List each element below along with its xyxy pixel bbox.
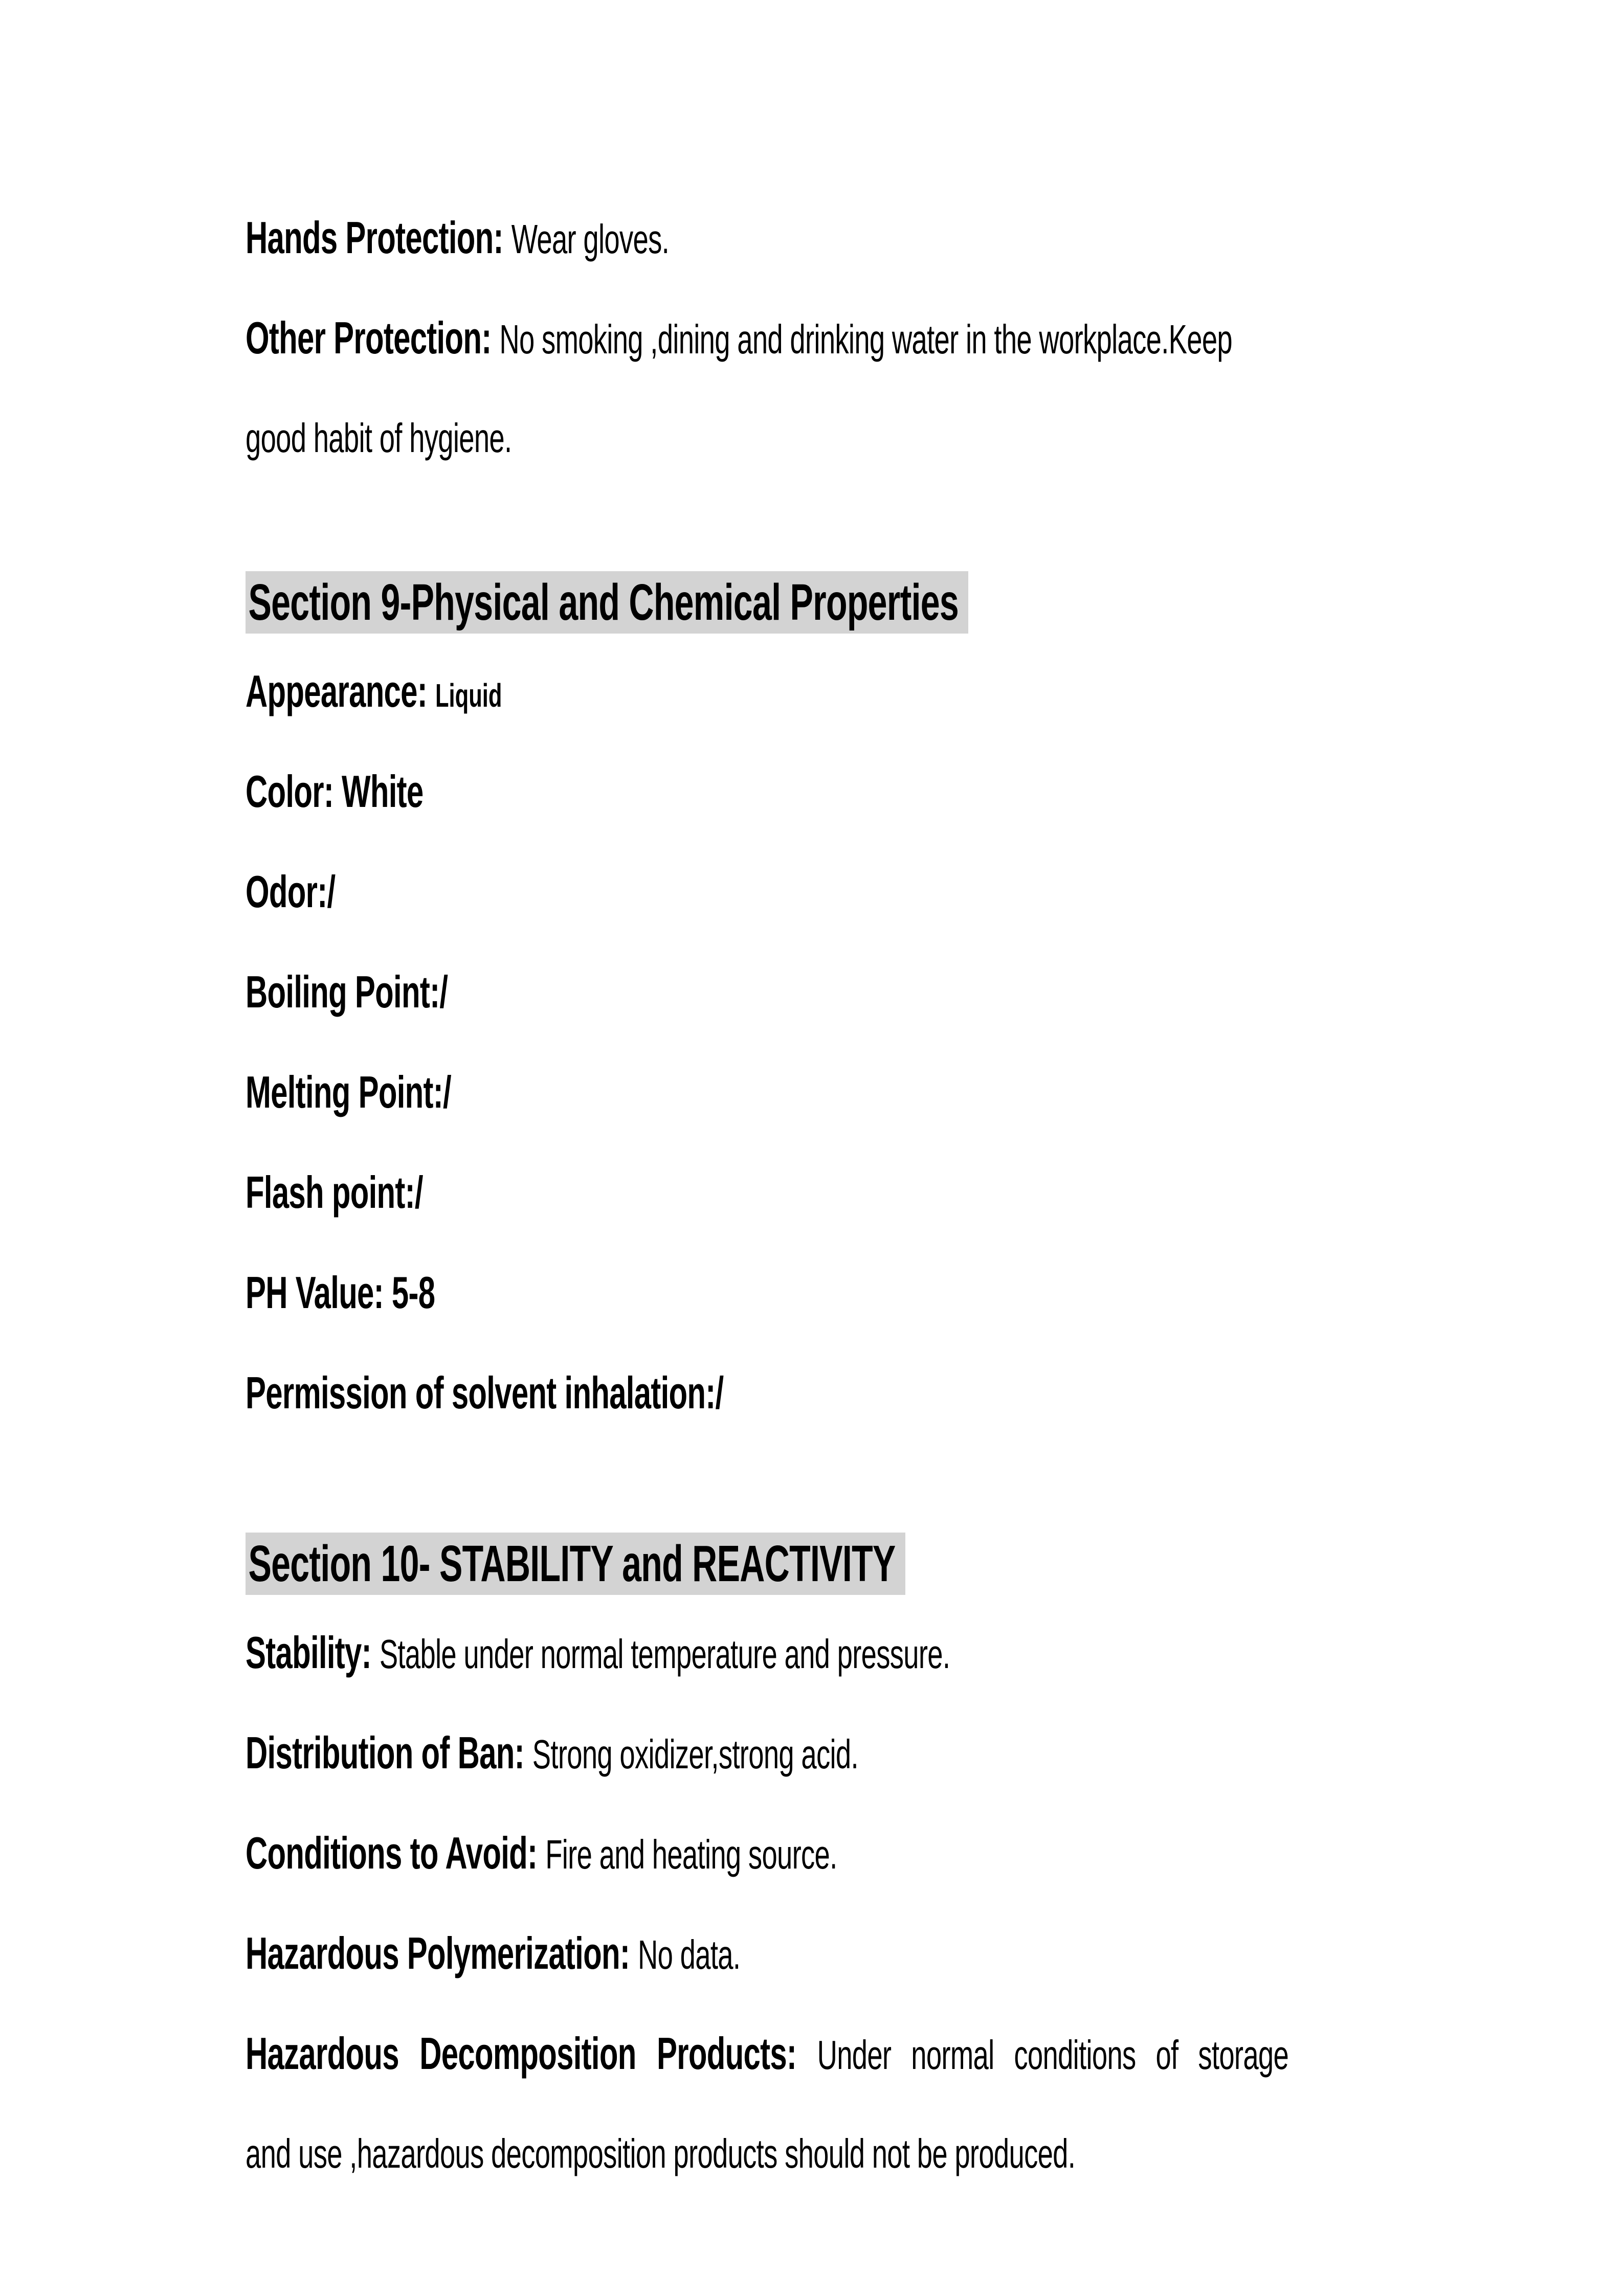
solvent-inhalation-value: / bbox=[715, 1367, 724, 1418]
field-stability bbox=[246, 1609, 1384, 1709]
ph-value-value: 5-8 bbox=[391, 1267, 435, 1318]
conditions-to-avoid-label: Conditions to Avoid: bbox=[246, 1828, 546, 1878]
hazardous-decomposition-label: Hazardous Decomposition Products: bbox=[246, 2028, 817, 2079]
hazardous-polymerization-label: Hazardous Polymerization: bbox=[246, 1928, 638, 1978]
color-value: White bbox=[342, 766, 424, 817]
section10-heading bbox=[246, 1533, 1384, 1595]
section9-heading bbox=[246, 571, 1384, 634]
field-other-protection bbox=[246, 295, 1384, 482]
appearance-label: Appearance: bbox=[246, 666, 435, 716]
other-protection-value-line2: good habit of hygiene. bbox=[246, 415, 512, 461]
melting-point-label: Melting Point: bbox=[246, 1067, 443, 1117]
field-ph-value bbox=[246, 1249, 1384, 1349]
field-melting-point bbox=[246, 1049, 1384, 1149]
field-hands-protection bbox=[246, 194, 1384, 295]
melting-point-value: / bbox=[443, 1067, 451, 1117]
odor-label: Odor: bbox=[246, 866, 327, 917]
other-protection-label: Other Protection: bbox=[246, 312, 500, 363]
field-hazardous-polymerization bbox=[246, 1910, 1384, 2010]
field-conditions-to-avoid bbox=[246, 1810, 1384, 1910]
distribution-of-ban-value: Strong oxidizer,strong acid. bbox=[532, 1731, 858, 1777]
boiling-point-label: Boiling Point: bbox=[246, 966, 440, 1017]
field-odor bbox=[246, 848, 1384, 949]
distribution-of-ban-label: Distribution of Ban: bbox=[246, 1727, 532, 1778]
field-solvent-inhalation bbox=[246, 1349, 1384, 1450]
hazardous-decomposition-value-line2: and use ,hazardous decomposition products should not be produced. bbox=[246, 2131, 1076, 2176]
field-boiling-point bbox=[246, 949, 1384, 1049]
hands-protection-value: Wear gloves. bbox=[511, 216, 670, 262]
flash-point-label: Flash point: bbox=[246, 1167, 415, 1218]
flash-point-value: / bbox=[414, 1167, 423, 1218]
field-hazardous-decomposition-products bbox=[246, 2010, 1384, 2197]
section10-title: Section 10- STABILITY and REACTIVITY bbox=[246, 1533, 905, 1595]
field-distribution-of-ban bbox=[246, 1709, 1384, 1810]
color-label: Color: bbox=[246, 766, 342, 817]
section9-title: Section 9-Physical and Chemical Properties bbox=[246, 571, 968, 634]
field-appearance bbox=[246, 648, 1384, 748]
solvent-inhalation-label: Permission of solvent inhalation: bbox=[246, 1367, 716, 1418]
page-content bbox=[246, 194, 1384, 2197]
other-protection-value: No smoking ,dining and drinking water in the workplace.Keep bbox=[499, 317, 1232, 362]
stability-label: Stability: bbox=[246, 1627, 380, 1678]
appearance-value: Liquid bbox=[435, 677, 502, 714]
boiling-point-value: / bbox=[439, 966, 448, 1017]
field-color bbox=[246, 748, 1384, 848]
hands-protection-label: Hands Protection: bbox=[246, 212, 511, 263]
hazardous-decomposition-value: Under normal conditions of storage bbox=[817, 2032, 1289, 2078]
conditions-to-avoid-value: Fire and heating source. bbox=[545, 1832, 837, 1877]
ph-value-label: PH Value: bbox=[246, 1267, 392, 1318]
field-flash-point bbox=[246, 1149, 1384, 1249]
stability-value: Stable under normal temperature and pressure. bbox=[379, 1631, 950, 1677]
hazardous-polymerization-value: No data. bbox=[638, 1932, 741, 1977]
odor-value: / bbox=[327, 866, 336, 917]
